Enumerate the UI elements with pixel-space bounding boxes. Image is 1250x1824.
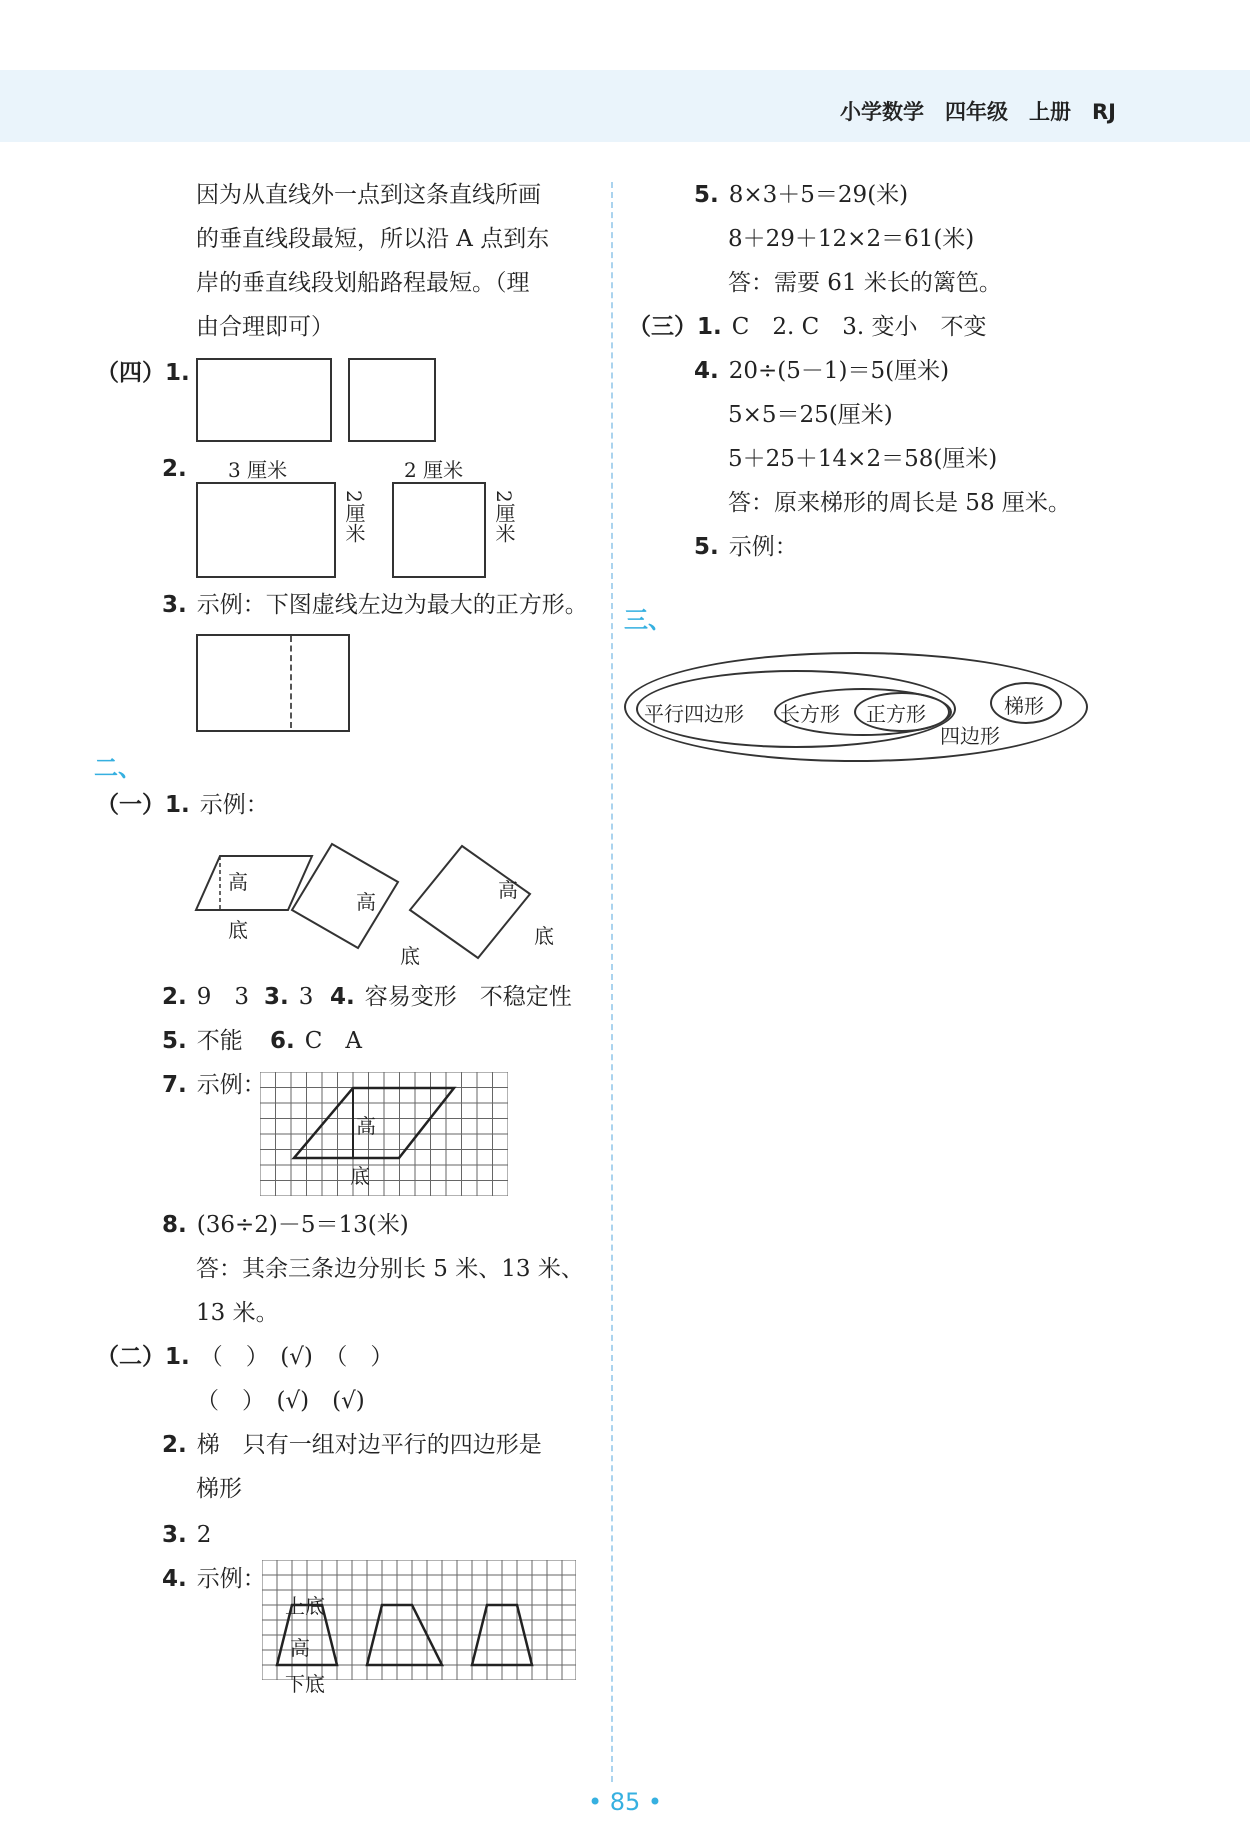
rect-3x2-figure xyxy=(196,482,336,578)
column-divider xyxy=(611,182,613,1782)
page-number: • 85 • xyxy=(587,1788,663,1816)
header-title: 小学数学 四年级 上册 RJ xyxy=(840,100,1116,124)
p-item-4: 4. 容易变形 不稳定性 xyxy=(330,984,572,1010)
rect-with-dashed-split xyxy=(196,634,350,732)
r-item-5: 5. 8×3＋5＝29(米) xyxy=(694,182,909,208)
p-item-2: 2. 9 3 xyxy=(162,984,250,1010)
section-2-heading: 二、 xyxy=(94,754,142,782)
p8-answer-1: 答：其余三条边分别长 5 米、13 米、 xyxy=(196,1256,584,1282)
p1-di-3: 底 xyxy=(534,924,554,948)
label-square: 正方形 xyxy=(866,702,926,726)
s4-item-3: 3. 示例：下图虚线左边为最大的正方形。 xyxy=(162,592,588,618)
dim-left-top: 3 厘米 xyxy=(228,458,288,482)
p-item-5: 5. 不能 xyxy=(162,1028,243,1054)
grid-gao-label: 高 xyxy=(356,1114,376,1138)
label-parallelogram: 平行四边形 xyxy=(644,702,744,726)
r4-line-3: 5＋25＋14×2＝58(厘米) xyxy=(728,446,998,472)
split-dashed-line xyxy=(290,636,292,728)
section-3-heading: 三、 xyxy=(624,606,672,634)
rectangle-figure xyxy=(196,358,332,442)
p-item-7: 7. 示例： xyxy=(162,1072,266,1098)
section-4-label: （四）1. xyxy=(96,360,190,386)
r5-answer: 答：需要 61 米长的篱笆。 xyxy=(728,270,1002,296)
p1-gao-3: 高 xyxy=(498,878,518,902)
grid-parallelogram-figure xyxy=(260,1072,508,1196)
parallelogram-heights-figure xyxy=(180,832,580,972)
square-2x2-figure xyxy=(392,482,486,578)
r-item-5b: 5. 示例： xyxy=(694,534,798,560)
p1-label: （一）1. 示例： xyxy=(96,792,269,818)
q-item-3: 3. 2 xyxy=(162,1522,212,1548)
q2-continued: 梯形 xyxy=(196,1476,242,1502)
reason-line-2: 的垂直线段最短，所以沿 A 点到东 xyxy=(196,226,550,252)
s4-item-2: 2. xyxy=(162,456,187,482)
grid-di-label: 底 xyxy=(350,1164,370,1188)
r3-label: （三）1. C 2. C 3. 变小 不变 xyxy=(628,314,987,340)
q1-label: （二）1. （ ） (√) （ ） xyxy=(96,1344,394,1370)
trap-gao-1: 高 xyxy=(290,1636,310,1660)
label-trapezoid: 梯形 xyxy=(1004,694,1044,718)
p-item-6: 6. C A xyxy=(270,1028,362,1054)
p8-answer-2: 13 米。 xyxy=(196,1300,279,1326)
r-item-4: 4. 20÷(5－1)＝5(厘米) xyxy=(694,358,950,384)
p1-gao-2: 高 xyxy=(356,890,376,914)
r4-answer: 答：原来梯形的周长是 58 厘米。 xyxy=(728,490,1071,516)
q-item-4: 4. 示例： xyxy=(162,1566,266,1592)
label-rectangle: 长方形 xyxy=(780,702,840,726)
reason-line-1: 因为从直线外一点到这条直线所画 xyxy=(196,182,541,208)
p-item-8: 8. (36÷2)－5＝13(米) xyxy=(162,1212,409,1238)
r5-line-2: 8＋29＋12×2＝61(米) xyxy=(728,226,975,252)
p1-di-2: 底 xyxy=(400,944,420,968)
q-item-2: 2. 梯 只有一组对边平行的四边形是 xyxy=(162,1432,542,1458)
dim-right-side: 2厘米 xyxy=(492,490,516,543)
q1-row-2: （ ） (√) (√) xyxy=(196,1388,365,1414)
reason-line-3: 岸的垂直线段划船路程最短。（理 xyxy=(196,270,530,296)
reason-line-4: 由合理即可） xyxy=(196,314,334,340)
trapezoid-grid-figure xyxy=(262,1560,576,1680)
p1-di-1: 底 xyxy=(228,918,248,942)
trap-top-1: 上底 xyxy=(285,1594,325,1618)
p1-gao-1: 高 xyxy=(228,870,248,894)
trap-bottom-1: 下底 xyxy=(285,1672,325,1696)
square-figure xyxy=(348,358,436,442)
p-item-3: 3. 3 xyxy=(264,984,314,1010)
label-quadrilateral: 四边形 xyxy=(940,724,1000,748)
dim-right-top: 2 厘米 xyxy=(404,458,464,482)
dim-left-side: 2厘米 xyxy=(342,490,366,543)
r4-line-2: 5×5＝25(厘米) xyxy=(728,402,893,428)
